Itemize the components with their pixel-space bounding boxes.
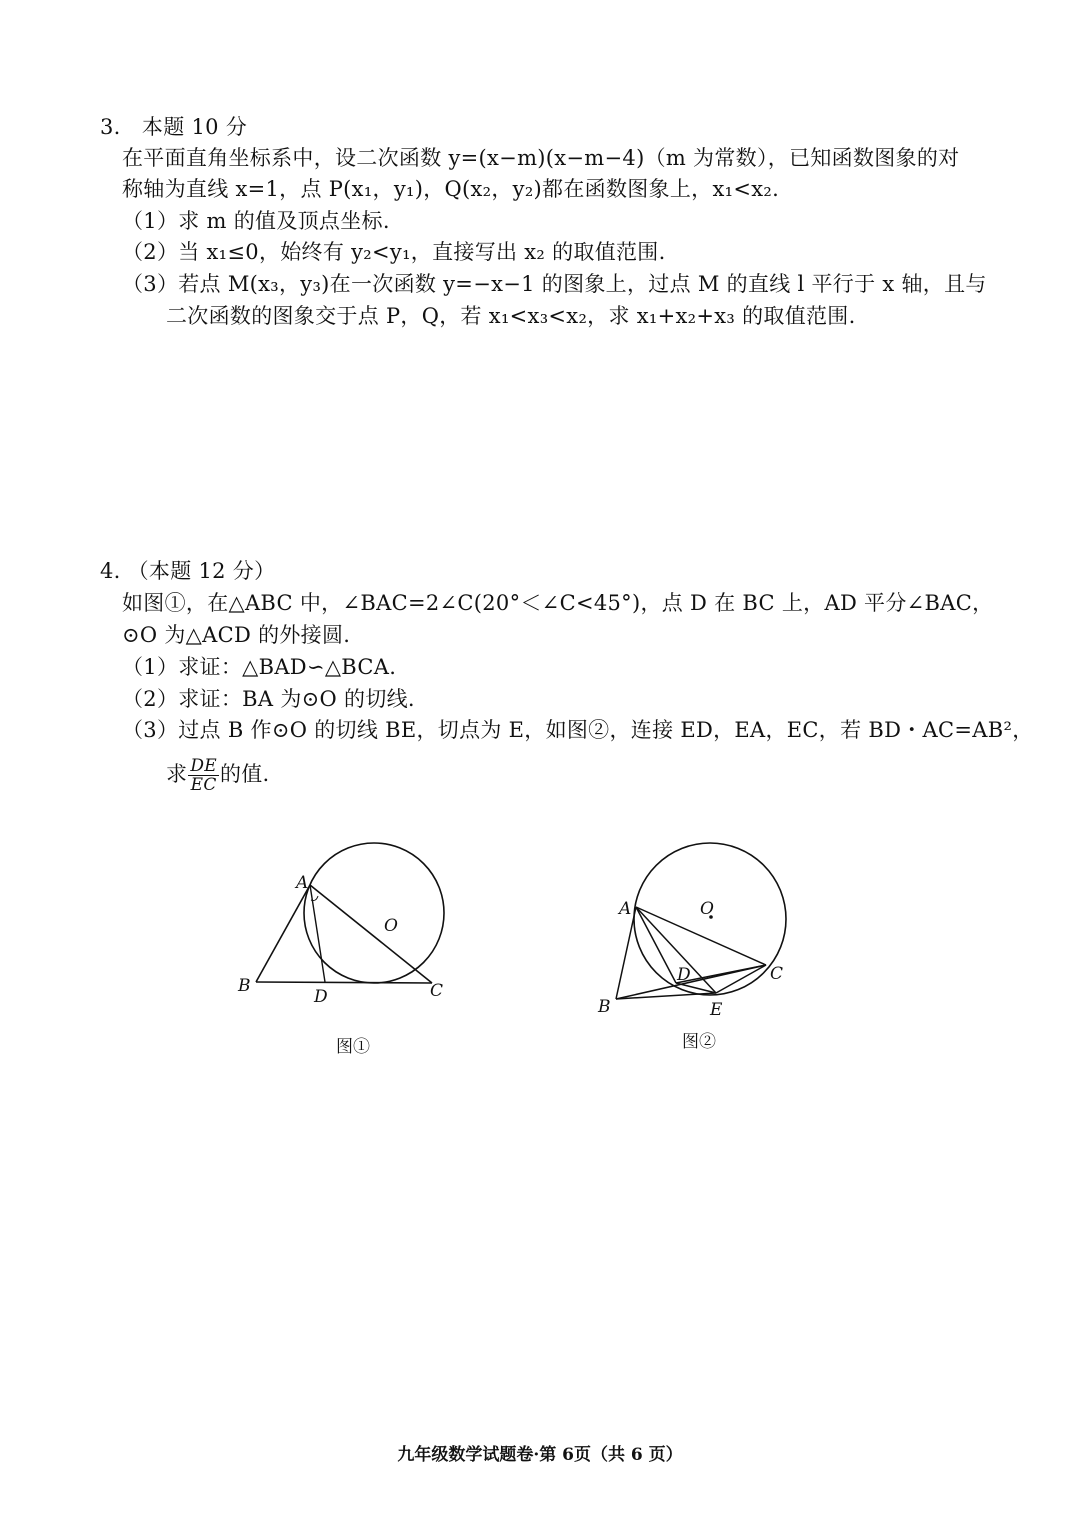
q4-header: 4. （本题 12 分） — [100, 559, 276, 583]
label-o: O — [384, 916, 398, 936]
fraction-numerator: DE — [190, 756, 217, 776]
q4-part-2: （2）求证：BA 为⊙O 的切线. — [122, 687, 415, 711]
figure-2-diagram — [590, 835, 810, 1025]
label-c: C — [430, 981, 444, 1001]
figure-2-caption: 图② — [682, 1032, 716, 1052]
q4-part-1: （1）求证：△BAD∽△BCA. — [122, 655, 397, 679]
ask-suffix: 的值. — [219, 762, 270, 786]
q3-header: 3. 本题 10 分 — [100, 115, 248, 139]
segment-ac — [310, 885, 432, 983]
label-b: B — [238, 976, 251, 996]
page-footer: 九年级数学试题卷·第 6页（共 6 页） — [397, 1445, 683, 1465]
circle-o — [304, 843, 444, 983]
q4-line-1: 如图①，在△ABC 中，∠BAC=2∠C(20°＜∠C<45°)，点 D 在 BC 上，AD 平分∠BAC， — [122, 591, 994, 615]
q4-line-2: ⊙O 为△ACD 的外接圆. — [122, 623, 351, 647]
label-b: B — [598, 997, 611, 1017]
q4-part-3-ask — [166, 757, 270, 794]
segment-ad — [310, 885, 325, 982]
figure-1-caption: 图① — [336, 1037, 370, 1057]
segment-ba — [616, 907, 636, 999]
segment-bc — [256, 982, 432, 983]
label-a: A — [296, 873, 309, 893]
segment-ab — [256, 885, 310, 982]
q3-part-3-cont: 二次函数的图象交于点 P，Q，若 x₁<x₃<x₂，求 x₁+x₂+x₃ 的取值范围. — [166, 304, 856, 328]
q3-line-2: 称轴为直线 x=1，点 P(x₁，y₁)，Q(x₂，y₂)都在函数图象上，x₁<x₂. — [122, 177, 780, 201]
circle-o — [634, 843, 786, 995]
ratio-fraction — [188, 757, 219, 794]
q3-part-2: （2）当 x₁≤0，始终有 y₂<y₁，直接写出 x₂ 的取值范围. — [122, 240, 666, 264]
ask-prefix: 求 — [166, 762, 188, 786]
q3-part-3: （3）若点 M(x₃，y₃)在一次函数 y=−x−1 的图象上，过点 M 的直线 l 平行于 x 轴，且与 — [122, 272, 987, 296]
figure-1-diagram — [230, 840, 470, 1020]
label-e: E — [710, 1000, 723, 1020]
q3-part-1: （1）求 m 的值及顶点坐标. — [122, 209, 390, 233]
label-c: C — [770, 964, 784, 984]
segment-ae — [636, 907, 716, 993]
label-a: A — [619, 899, 632, 919]
q3-line-1: 在平面直角坐标系中，设二次函数 y=(x−m)(x−m−4)（m 为常数），已知函数图象的对 — [122, 146, 960, 170]
label-d: D — [314, 987, 328, 1007]
q4-part-3: （3）过点 B 作⊙O 的切线 BE，切点为 E，如图②，连接 ED，EA，EC，若 BD・AC=AB²， — [122, 718, 1034, 742]
label-d: D — [677, 965, 691, 985]
fraction-denominator: EC — [190, 775, 217, 795]
label-o: O — [700, 899, 714, 919]
